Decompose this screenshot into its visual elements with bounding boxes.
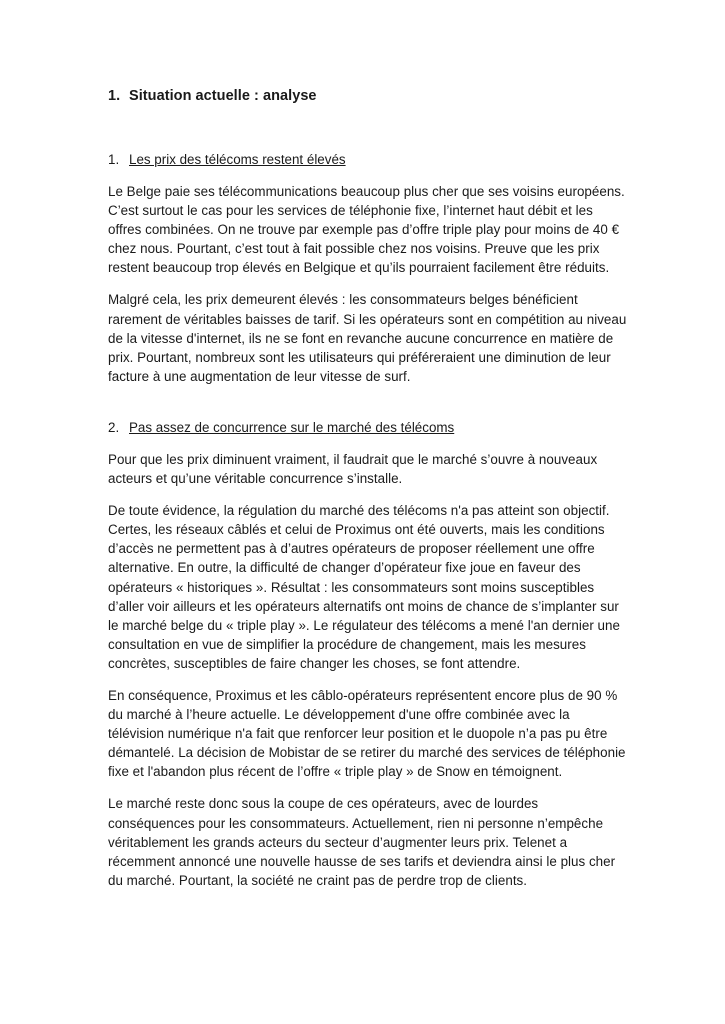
section-number: 2.: [108, 419, 120, 435]
section-heading-text: Les prix des télécoms restent élevés: [129, 152, 346, 167]
section-concurrence: [108, 418, 628, 890]
paragraph: Le marché reste donc sous la coupe de ces opérateurs, avec de lourdes conséquences pour les consommateurs. Actuellement, rien ni personne n’empêche véritablement les grands acteurs du secteur d’augmenter leurs prix. Telenet a récemment annoncé une nouvelle hausse de ses tarifs et deviendra ainsi le plus cher du marché. Pourtant, la société ne craint pas de perdre trop de clients.: [108, 796, 616, 888]
section-heading-text: Pas assez de concurrence sur le marché des télécoms: [129, 419, 455, 435]
section-prix: [108, 150, 628, 386]
paragraph: Pour que les prix diminuent vraiment, il faudrait que le marché s’ouvre à nouveaux acteurs et qu’une véritable concurrence s’installe.: [108, 451, 598, 487]
document-body: [108, 86, 628, 903]
section-heading: [108, 150, 628, 169]
section-spacer: [108, 399, 628, 418]
page-title: [108, 86, 628, 106]
title-number: 1.: [108, 88, 121, 104]
paragraph: En conséquence, Proximus et les câblo-opérateurs représentent encore plus de 90 % du marché à l’heure actuelle. Le développement d'une offre combinée avec la télévision numérique n'a fait que renforcer leur position et le duopole n’a pas pu être démantelé. La décision de Mobistar de se retirer du marché des services de téléphonie fixe et l'abandon plus récent de l’offre « triple play » de Snow en témoignent.: [108, 687, 626, 780]
title-text: Situation actuelle : analyse: [129, 88, 317, 104]
section-heading: [108, 418, 628, 437]
paragraph: Malgré cela, les prix demeurent élevés : les consommateurs belges bénéficient rarement de véritables baisses de tarif. Si les opérateurs sont en compétition au niveau de la vitesse d'internet, ils ne se font en revanche aucune concurrence en matière de prix. Pourtant, nombreux sont les utilisateurs qui préféreraient une diminution de leur facture à une augmentation de leur vitesse de surf.: [108, 292, 627, 384]
paragraph: Le Belge paie ses télécommunications beaucoup plus cher que ses voisins européens. C’est surtout le cas pour les services de téléphonie fixe, l’internet haut débit et les offres combinées. On ne trouve par exemple pas d’offre triple play pour moins de 40 € chez nous. Pourtant, c’est tout à fait possible chez nos voisins. Preuve que les prix restent beaucoup trop élevés en Belgique et qu’ils pourraient facilement être réduits.: [108, 184, 625, 276]
paragraph: De toute évidence, la régulation du marché des télécoms n'a pas atteint son objectif. Certes, les réseaux câblés et celui de Proximus ont été ouverts, mais les conditions d’accès ne permettent pas à d’autres opérateurs de proposer réellement une offre alternative. En outre, la difficulté de changer d’opérateur fixe joue en faveur des opérateurs « historiques ». Résultat : les consommateurs sont moins susceptibles d’aller voir ailleurs et les opérateurs alternatifs ont moins de chance de s’implanter sur le marché belge du « triple play ». Le régulateur des télécoms a mené l'an dernier une consultation en vue de simplifier la procédure de changement, mais les mesures concrètes, susceptibles de faire changer les choses, se font attendre.: [108, 503, 620, 671]
section-number: 1.: [108, 152, 120, 167]
